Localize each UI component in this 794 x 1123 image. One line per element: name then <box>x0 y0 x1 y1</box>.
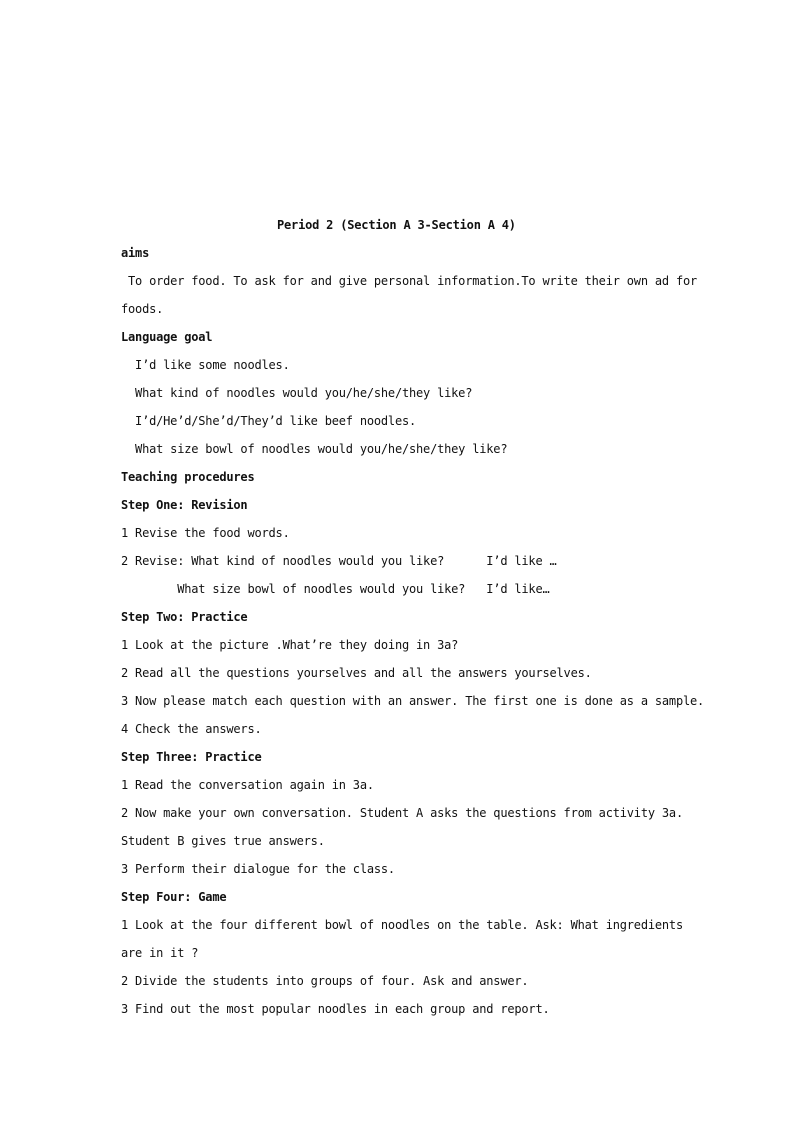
language-goal-item: What kind of noodles would you/he/she/they like? <box>121 386 473 400</box>
step-two-item: 2 Read all the questions yourselves and all the answers yourselves. <box>121 666 592 680</box>
aims-heading: aims <box>121 246 150 260</box>
page-title: Period 2 (Section A 3-Section A 4) <box>277 218 516 232</box>
step-two-heading: Step Two: Practice <box>121 610 248 624</box>
step-three-item: 1 Read the conversation again in 3a. <box>121 778 374 792</box>
step-one-item: 1 Revise the food words. <box>121 526 290 540</box>
step-two-item: 1 Look at the picture .What’re they doing in 3a? <box>121 638 459 652</box>
language-goal-heading: Language goal <box>121 330 213 344</box>
aims-text-line-2: foods. <box>121 302 164 316</box>
step-three-item: 3 Perform their dialogue for the class. <box>121 862 395 876</box>
step-four-item: 1 Look at the four different bowl of noodles on the table. Ask: What ingredients <box>121 918 683 932</box>
step-four-heading: Step Four: Game <box>121 890 227 904</box>
step-four-item: 2 Divide the students into groups of four. Ask and answer. <box>121 974 529 988</box>
language-goal-item: I’d/He’d/She’d/They’d like beef noodles. <box>121 414 417 428</box>
step-two-item: 3 Now please match each question with an answer. The first one is done as a sample. <box>121 694 705 708</box>
step-one-item: 2 Revise: What kind of noodles would you like? I’d like … <box>121 554 557 568</box>
step-three-heading: Step Three: Practice <box>121 750 262 764</box>
step-four-item: 3 Find out the most popular noodles in each group and report. <box>121 1002 550 1016</box>
teaching-procedures-heading: Teaching procedures <box>121 470 255 484</box>
step-two-item: 4 Check the answers. <box>121 722 262 736</box>
step-three-item: 2 Now make your own conversation. Student A asks the questions from activity 3a. <box>121 806 683 820</box>
aims-text-line-1: To order food. To ask for and give personal information.To write their own ad for <box>121 274 698 288</box>
language-goal-item: I’d like some noodles. <box>121 358 290 372</box>
step-four-item: are in it ? <box>121 946 199 960</box>
step-one-heading: Step One: Revision <box>121 498 248 512</box>
language-goal-item: What size bowl of noodles would you/he/she/they like? <box>121 442 508 456</box>
step-one-item: What size bowl of noodles would you like? I’d like… <box>121 582 550 596</box>
step-three-item: Student B gives true answers. <box>121 834 325 848</box>
